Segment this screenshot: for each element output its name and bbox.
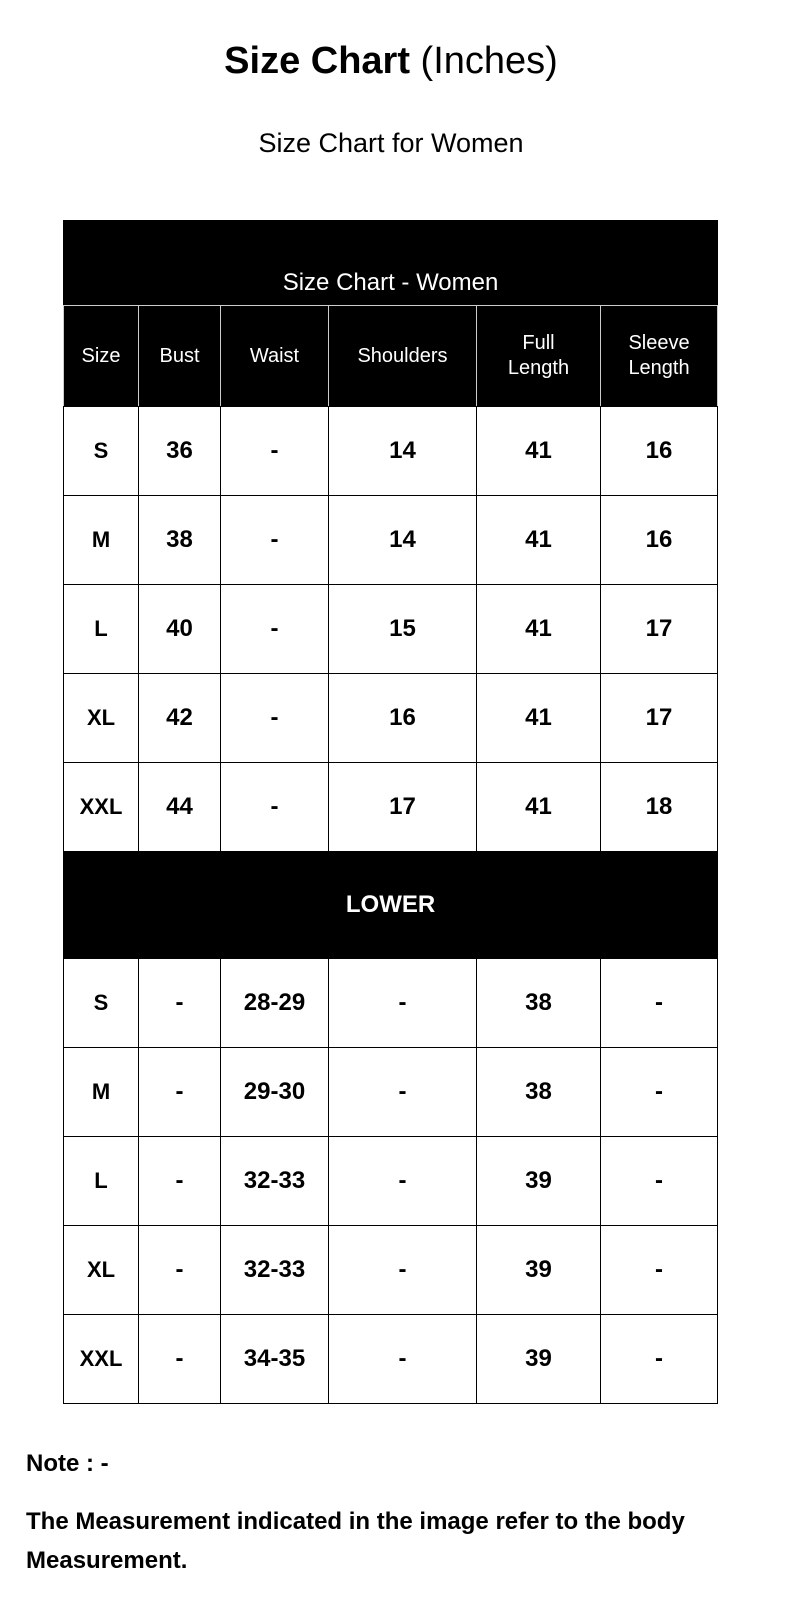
table-row (64, 1315, 718, 1404)
table-row (64, 1226, 718, 1315)
value-cell: 29-30 (221, 1048, 329, 1137)
size-cell: XL (64, 1226, 139, 1315)
value-cell: - (139, 1048, 221, 1137)
value-cell: - (221, 496, 329, 585)
column-header: Shoulders (329, 306, 477, 407)
lower-section-label: LOWER (64, 852, 718, 959)
value-cell: 36 (139, 407, 221, 496)
value-cell: 38 (477, 1048, 601, 1137)
value-cell: - (601, 1048, 718, 1137)
size-cell: S (64, 407, 139, 496)
value-cell: 34-35 (221, 1315, 329, 1404)
value-cell: - (139, 1226, 221, 1315)
value-cell: 41 (477, 407, 601, 496)
value-cell: - (221, 407, 329, 496)
table-row (64, 1048, 718, 1137)
column-header: Bust (139, 306, 221, 407)
size-cell: S (64, 959, 139, 1048)
value-cell: - (221, 674, 329, 763)
value-cell: 41 (477, 585, 601, 674)
value-cell: - (329, 1226, 477, 1315)
header-row (64, 306, 718, 407)
value-cell: 17 (601, 674, 718, 763)
size-chart-table (63, 220, 718, 1404)
table-title: Size Chart - Women (64, 221, 718, 306)
size-cell: L (64, 1137, 139, 1226)
value-cell: - (601, 1137, 718, 1226)
value-cell: 38 (477, 959, 601, 1048)
value-cell: - (601, 959, 718, 1048)
table-row (64, 585, 718, 674)
value-cell: 32-33 (221, 1226, 329, 1315)
value-cell: 41 (477, 763, 601, 852)
value-cell: 39 (477, 1315, 601, 1404)
value-cell: - (221, 585, 329, 674)
value-cell: 39 (477, 1226, 601, 1315)
value-cell: 16 (601, 407, 718, 496)
value-cell: 16 (601, 496, 718, 585)
size-cell: L (64, 585, 139, 674)
value-cell: 39 (477, 1137, 601, 1226)
table-row (64, 1137, 718, 1226)
size-cell: XL (64, 674, 139, 763)
table-row (64, 496, 718, 585)
value-cell: 42 (139, 674, 221, 763)
value-cell: 41 (477, 496, 601, 585)
column-header: Full Length (477, 306, 601, 407)
note-label: Note : - (26, 1450, 109, 1477)
size-cell: XXL (64, 1315, 139, 1404)
value-cell: 32-33 (221, 1137, 329, 1226)
value-cell: - (601, 1226, 718, 1315)
page-subtitle: Size Chart for Women (258, 128, 524, 158)
value-cell: - (139, 1315, 221, 1404)
value-cell: - (221, 763, 329, 852)
title-bold: Size Chart (224, 40, 410, 82)
value-cell: - (139, 1137, 221, 1226)
value-cell: - (139, 959, 221, 1048)
value-cell: - (329, 1048, 477, 1137)
value-cell: 44 (139, 763, 221, 852)
column-header: Waist (221, 306, 329, 407)
size-cell: M (64, 496, 139, 585)
value-cell: 17 (329, 763, 477, 852)
value-cell: 28-29 (221, 959, 329, 1048)
size-cell: XXL (64, 763, 139, 852)
table-row (64, 674, 718, 763)
value-cell: 16 (329, 674, 477, 763)
value-cell: 15 (329, 585, 477, 674)
value-cell: 18 (601, 763, 718, 852)
value-cell: 14 (329, 407, 477, 496)
value-cell: - (329, 1315, 477, 1404)
table-row (64, 407, 718, 496)
value-cell: 40 (139, 585, 221, 674)
value-cell: 14 (329, 496, 477, 585)
table-row (64, 763, 718, 852)
page-title (0, 40, 782, 83)
table-row (64, 959, 718, 1048)
title-unit: (Inches) (410, 40, 558, 82)
column-header: Size (64, 306, 139, 407)
value-cell: - (601, 1315, 718, 1404)
column-header: Sleeve Length (601, 306, 718, 407)
note-text: The Measurement indicated in the image refer to the body Measurement. (26, 1508, 685, 1574)
value-cell: 41 (477, 674, 601, 763)
value-cell: 17 (601, 585, 718, 674)
size-cell: M (64, 1048, 139, 1137)
value-cell: 38 (139, 496, 221, 585)
value-cell: - (329, 1137, 477, 1226)
value-cell: - (329, 959, 477, 1048)
